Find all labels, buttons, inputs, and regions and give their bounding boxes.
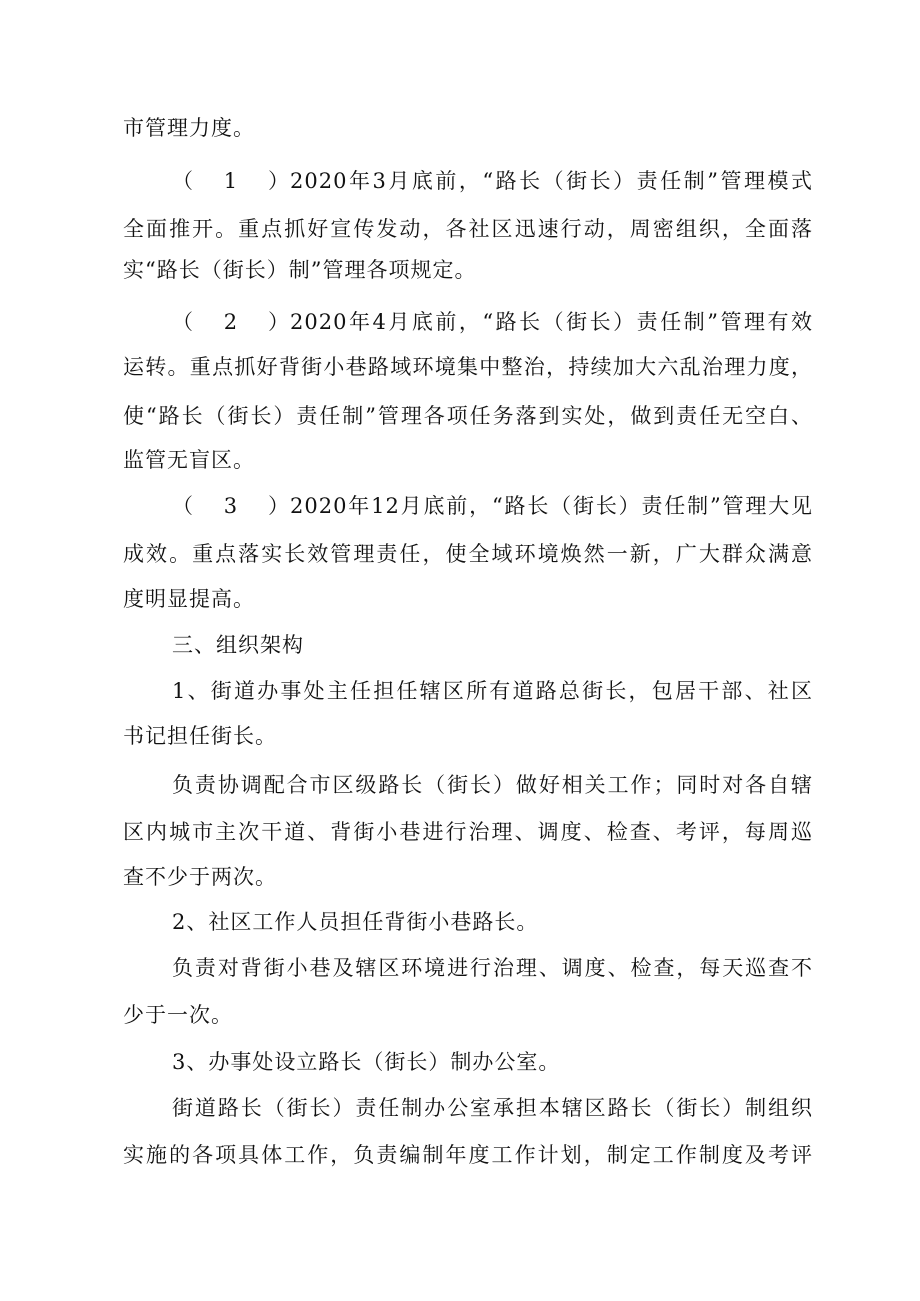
text-line: 运转。重点抓好背街小巷路域环境集中整治，持续加大六乱治理力度，: [123, 355, 813, 379]
text-line: 度明显提高。: [123, 587, 255, 611]
text-line: 2020年4月底前，“路长（街长）责任制”管理有效: [290, 310, 813, 334]
text-line: 使“路长（街长）责任制”管理各项任务落到实处，做到责任无空白、: [123, 404, 813, 428]
text-line: 区内城市主次干道、背街小巷进行治理、调度、检查、考评，每周巡: [123, 820, 813, 844]
text-line: 2020年3月底前，“路长（街长）责任制”管理模式: [290, 169, 813, 193]
section-heading: 三、组织架构: [172, 633, 304, 657]
enum-item-1: [172, 157, 813, 205]
text-line: 2、社区工作人员担任背街小巷路长。: [172, 910, 539, 934]
enum-item-2: [172, 298, 813, 346]
text-line: 实施的各项具体工作，负责编制年度工作计划，制定工作制度及考评: [123, 1143, 813, 1167]
text-line: 街道路长（街长）责任制办公室承担本辖区路长（街长）制组织: [172, 1096, 813, 1120]
text-line: 查不少于两次。: [123, 865, 277, 889]
enum-label: （1）: [172, 169, 290, 193]
enum-item-3: [172, 482, 813, 530]
text-line: 2020年12月底前，“路长（街长）责任制”管理大见: [290, 494, 813, 518]
enum-label: （3）: [172, 494, 290, 518]
text-line: 少于一次。: [123, 1003, 233, 1027]
text-line: 成效。重点落实长效管理责任，使全域环境焕然一新，广大群众满意: [123, 542, 813, 566]
enum-label: （2）: [172, 310, 290, 334]
text-line: 书记担任街长。: [123, 724, 277, 748]
text-line: 实“路长（街长）制”管理各项规定。: [123, 258, 477, 282]
text-line: 3、办事处设立路长（街长）制办公室。: [172, 1050, 561, 1074]
text-line: 市管理力度。: [123, 116, 255, 140]
text-line: 监管无盲区。: [123, 448, 255, 472]
text-line: 1、街道办事处主任担任辖区所有道路总街长，包居干部、社区: [172, 679, 813, 703]
text-line: 全面推开。重点抓好宣传发动，各社区迅速行动，周密组织，全面落: [123, 217, 813, 241]
text-line: 负责协调配合市区级路长（街长）做好相关工作；同时对各自辖: [172, 773, 813, 797]
text-line: 负责对背街小巷及辖区环境进行治理、调度、检查，每天巡查不: [172, 956, 813, 980]
